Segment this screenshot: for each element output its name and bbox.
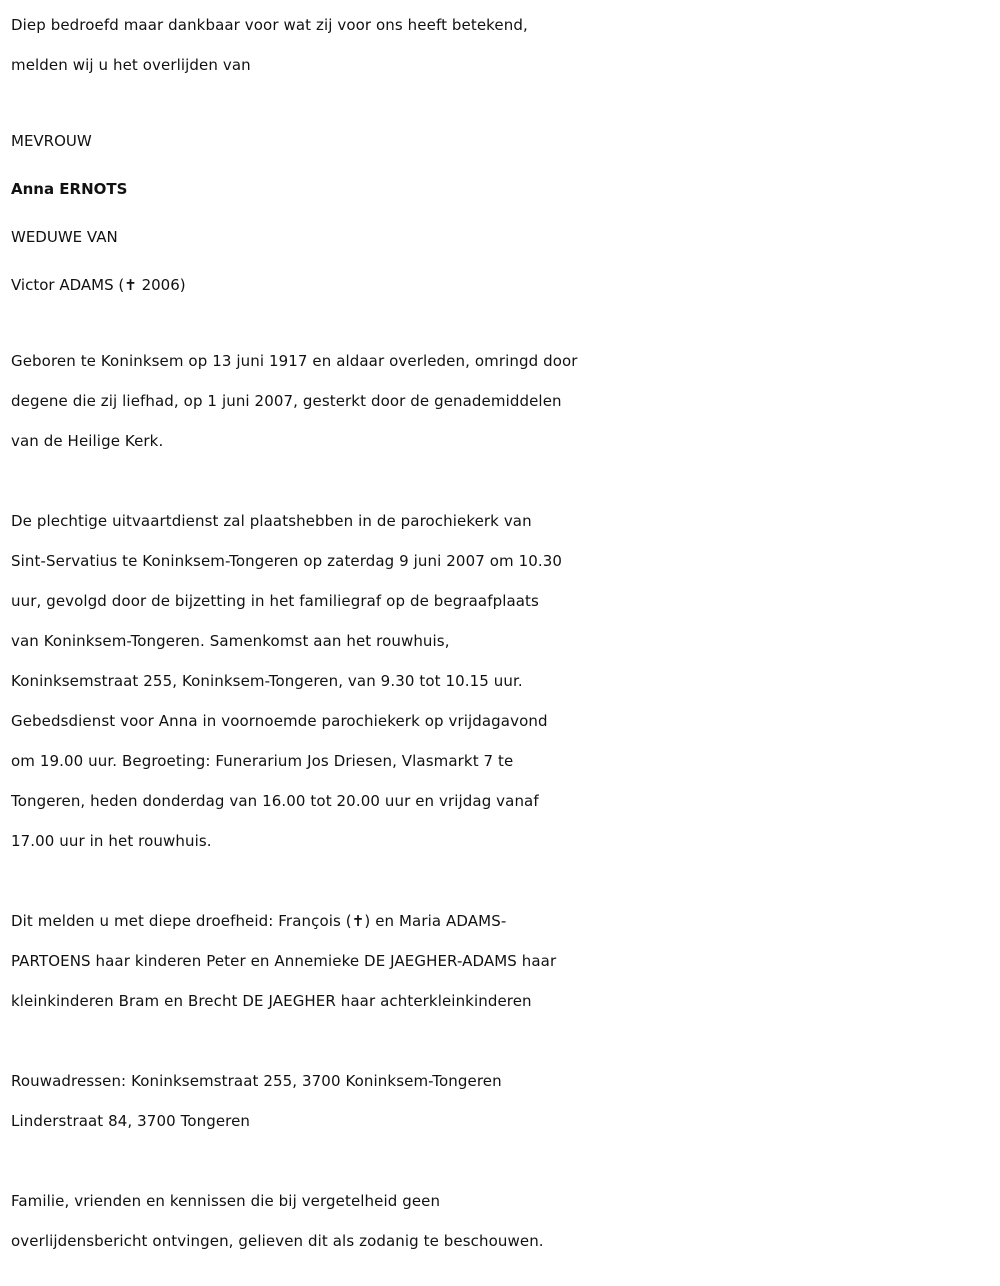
text-line: Familie, vrienden en kennissen die bij vergetelheid geen	[11, 1192, 441, 1210]
text-line: om 19.00 uur. Begroeting: Funerarium Jos Driesen, Vlasmarkt 7 te	[11, 752, 514, 770]
text-line: kleinkinderen Bram en Brecht DE JAEGHER haar achterkleinkinderen	[11, 992, 532, 1010]
text-line: overlijdensbericht ontvingen, gelieven dit als zodanig te beschouwen.	[11, 1232, 544, 1250]
deceased-title: MEVROUW	[11, 132, 92, 150]
text-line: Sint-Servatius te Koninksem-Tongeren op zaterdag 9 juni 2007 om 10.30	[11, 552, 563, 570]
obituary-notice	[11, 5, 993, 1261]
spouse-name: Victor ADAMS (✝ 2006)	[11, 276, 186, 294]
text-line: PARTOENS haar kinderen Peter en Annemieke DE JAEGHER-ADAMS haar	[11, 952, 557, 970]
deceased-block	[11, 117, 993, 309]
text-line: De plechtige uitvaartdienst zal plaatshebben in de parochiekerk van	[11, 512, 532, 530]
text-line: Linderstraat 84, 3700 Tongeren	[11, 1112, 251, 1130]
text-line: Rouwadressen: Koninksemstraat 255, 3700 Koninksem-Tongeren	[11, 1072, 502, 1090]
intro-paragraph	[11, 5, 993, 85]
text-line: Geboren te Koninksem op 13 juni 1917 en aldaar overleden, omringd door	[11, 352, 578, 370]
deceased-name: Anna ERNOTS	[11, 180, 128, 198]
addresses-paragraph	[11, 1061, 993, 1141]
closing-paragraph	[11, 1181, 993, 1261]
family-paragraph	[11, 901, 993, 1021]
widow-of-label: WEDUWE VAN	[11, 228, 118, 246]
text-line: Koninksemstraat 255, Koninksem-Tongeren, van 9.30 tot 10.15 uur.	[11, 672, 523, 690]
text-line: degene die zij liefhad, op 1 juni 2007, gesterkt door de genademiddelen	[11, 392, 562, 410]
text-line: van de Heilige Kerk.	[11, 432, 164, 450]
text-line: Tongeren, heden donderdag van 16.00 tot 20.00 uur en vrijdag vanaf	[11, 792, 539, 810]
text-line: 17.00 uur in het rouwhuis.	[11, 832, 212, 850]
text-line: Gebedsdienst voor Anna in voornoemde parochiekerk op vrijdagavond	[11, 712, 548, 730]
text-line: Diep bedroefd maar dankbaar voor wat zij voor ons heeft betekend,	[11, 16, 528, 34]
funeral-paragraph	[11, 501, 993, 861]
text-line: Dit melden u met diepe droefheid: François (✝) en Maria ADAMS-	[11, 912, 507, 930]
birth-death-paragraph	[11, 341, 993, 461]
text-line: uur, gevolgd door de bijzetting in het familiegraf op de begraafplaats	[11, 592, 539, 610]
text-line: melden wij u het overlijden van	[11, 56, 251, 74]
text-line: van Koninksem-Tongeren. Samenkomst aan het rouwhuis,	[11, 632, 450, 650]
